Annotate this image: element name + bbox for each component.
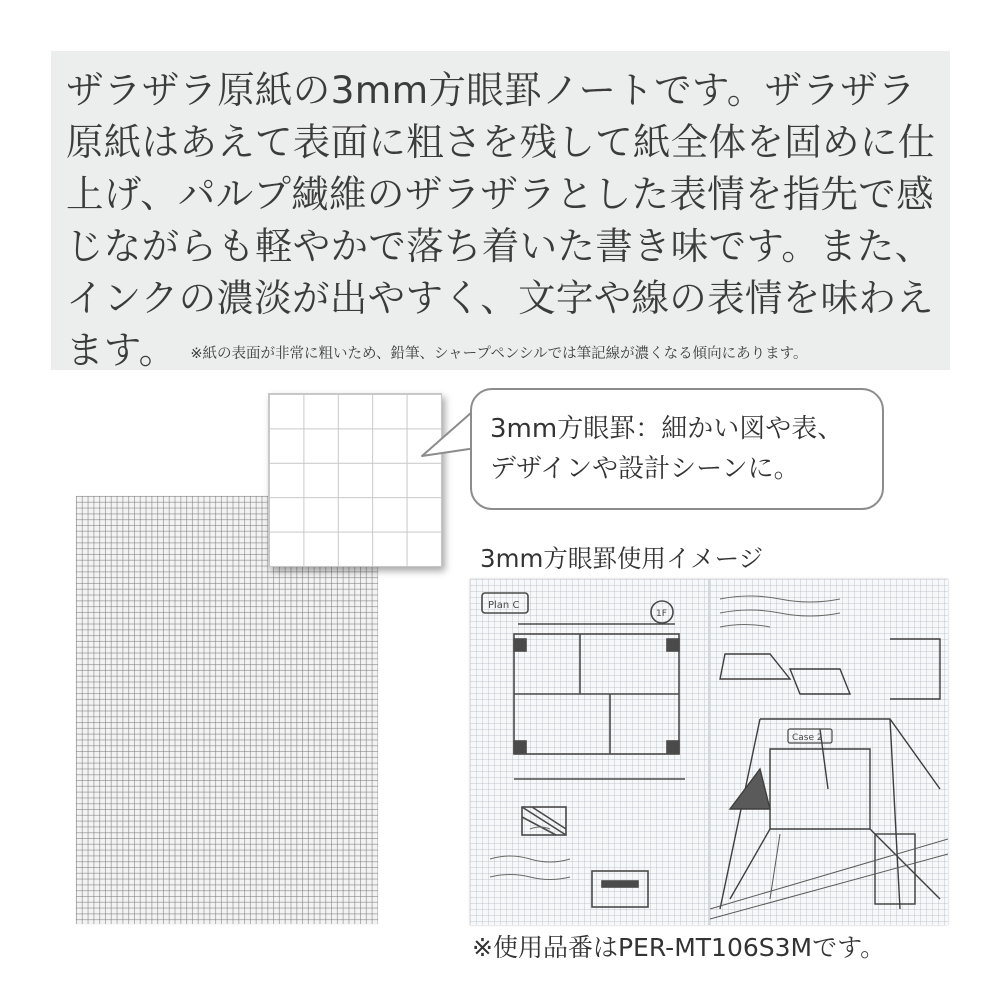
sample-caption: 3mm方眼罫使用イメージ xyxy=(480,544,764,573)
plan-label: Plan C xyxy=(488,600,520,611)
intro-footnote: ※紙の表面が非常に粗いため、鉛筆、シャープペンシルでは筆記線が濃くなる傾向にあります。 xyxy=(190,346,808,362)
scheme-label: Case 2 xyxy=(792,733,823,743)
grid-zoom-detail xyxy=(268,393,442,567)
notebook-sketch-photo xyxy=(470,579,948,925)
callout-line-1: 3mm方眼罫：細かい図や表、 xyxy=(490,414,844,444)
floor-badge: 1F xyxy=(656,609,667,619)
callout-line-2: デザインや設計シーンに。 xyxy=(490,454,800,484)
intro-description xyxy=(66,64,936,380)
speech-bubble-callout xyxy=(470,388,884,510)
intro-body: ザラザラ原紙の3mm方眼罫ノートです。ザラザラ原紙はあえて表面に粗さを残して紙全体を固めに仕上げ、パルプ繊維のザラザラとした表情を指先で感じながらも軽やかで落ち着いた書き味です。また、インクの濃淡が出やすく、文字や線の表情を味わえます。 xyxy=(66,68,936,372)
architectural-sketch xyxy=(470,579,948,925)
product-number-note: ※使用品番はPER-MT106S3Mです。 xyxy=(472,933,886,962)
callout-text xyxy=(490,409,880,489)
callout-tail xyxy=(418,408,478,464)
